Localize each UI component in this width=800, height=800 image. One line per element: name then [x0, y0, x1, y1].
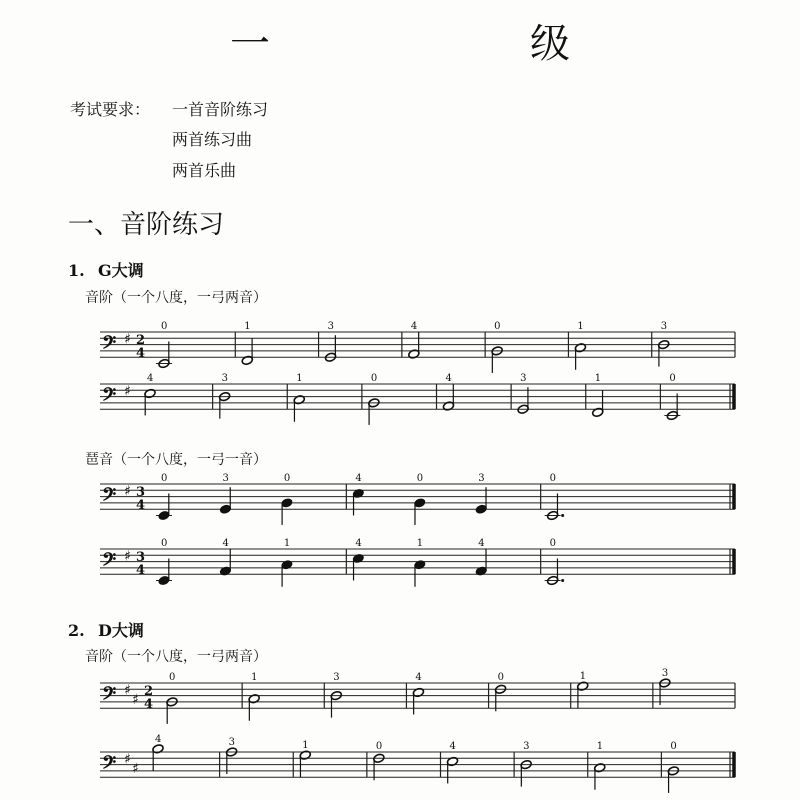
fingering-number: 4: [445, 373, 452, 384]
fingering-number: 0: [169, 672, 176, 683]
sharp-icon: ♯: [124, 483, 131, 500]
fingering-number: 0: [670, 741, 677, 752]
music-staff: [0, 318, 800, 368]
fingering-number: 3: [520, 373, 527, 384]
fingering-number: 1: [296, 373, 303, 384]
fingering-number: 0: [669, 373, 676, 384]
time-signature-top: 2: [144, 684, 154, 699]
key-heading: [68, 618, 144, 641]
bass-clef-icon: 𝄢: [102, 384, 117, 410]
fingering-number: 1: [244, 321, 251, 332]
fingering-number: 0: [161, 321, 168, 332]
fingering-number: 4: [478, 538, 485, 549]
fingering-number: 4: [355, 538, 362, 549]
fingering-number: 3: [221, 373, 228, 384]
time-signature-bottom: 4: [136, 563, 146, 578]
fingering-number: 0: [161, 538, 168, 549]
fingering-number: 3: [523, 741, 530, 752]
key-name: G大调: [98, 261, 144, 280]
music-staff: [0, 372, 800, 422]
exercise-label: 音阶（一个八度，一弓两音）: [85, 649, 267, 665]
fingering-number: 3: [660, 321, 668, 332]
bass-clef-icon: 𝄢: [102, 752, 117, 778]
requirement-item: 一首音阶练习: [172, 100, 269, 119]
time-signature-bottom: 4: [144, 697, 154, 712]
requirements-label: 考试要求：: [70, 100, 151, 119]
page-title: 一 级: [230, 21, 680, 67]
fingering-number: 4: [410, 321, 418, 332]
key-name: D大调: [98, 621, 144, 640]
exercise-label: 音阶（一个八度，一弓两音）: [85, 290, 267, 306]
time-signature-top: 3: [136, 550, 146, 565]
requirement-item: 两首练习曲: [172, 130, 253, 149]
fingering-number: 0: [549, 473, 557, 484]
fingering-number: 4: [415, 672, 422, 683]
fingering-number: 0: [494, 321, 501, 332]
key-heading: [68, 258, 144, 281]
fingering-number: 1: [594, 373, 602, 384]
section-title: 一、音阶练习: [68, 210, 225, 240]
fingering-number: 4: [355, 473, 362, 484]
time-signature-top: 3: [136, 485, 146, 500]
fingering-number: 1: [283, 538, 291, 549]
note-dot: [561, 579, 564, 582]
time-signature-bottom: 4: [136, 498, 146, 513]
note-dot: [561, 514, 564, 517]
sharp-icon: ♯: [132, 760, 139, 777]
music-staff: [0, 665, 800, 720]
fingering-number: 3: [228, 737, 235, 748]
fingering-number: 1: [302, 740, 309, 752]
music-staff: [0, 535, 800, 590]
fingering-number: 3: [478, 473, 485, 484]
sharp-icon: ♯: [124, 682, 131, 699]
fingering-number: 1: [579, 671, 587, 683]
fingering-number: 3: [327, 321, 334, 332]
exercise-label: 琶音（一个八度，一弓一音）: [85, 452, 267, 468]
time-signature-bottom: 4: [136, 346, 146, 361]
sharp-icon: ♯: [124, 548, 131, 565]
sharp-icon: ♯: [124, 751, 131, 768]
fingering-number: 4: [155, 733, 162, 745]
key-number: 1.: [68, 261, 85, 280]
music-staff: [0, 730, 800, 785]
sharp-icon: ♯: [132, 691, 139, 708]
fingering-number: 0: [549, 538, 557, 549]
fingering-number: 0: [370, 373, 378, 384]
fingering-number: 0: [416, 473, 424, 484]
fingering-number: 4: [147, 373, 154, 384]
sharp-icon: ♯: [124, 331, 131, 348]
fingering-number: 4: [222, 538, 229, 549]
music-staff: [0, 470, 800, 525]
fingering-number: 0: [161, 473, 168, 484]
fingering-number: 1: [577, 321, 584, 332]
fingering-number: 4: [449, 741, 456, 752]
fingering-number: 3: [333, 672, 340, 683]
fingering-number: 0: [497, 672, 504, 683]
fingering-number: 1: [416, 538, 424, 549]
bass-clef-icon: 𝄢: [102, 484, 117, 510]
bass-clef-icon: 𝄢: [102, 683, 117, 709]
fingering-number: 3: [222, 473, 229, 484]
time-signature-top: 2: [136, 333, 146, 348]
fingering-number: 3: [661, 668, 669, 679]
bass-clef-icon: 𝄢: [102, 332, 117, 358]
fingering-number: 0: [283, 473, 291, 484]
fingering-number: 1: [596, 741, 604, 752]
bass-clef-icon: 𝄢: [102, 549, 117, 575]
requirement-item: 两首乐曲: [172, 161, 237, 180]
key-number: 2.: [68, 621, 85, 640]
fingering-number: 1: [251, 672, 258, 683]
sharp-icon: ♯: [124, 383, 131, 400]
fingering-number: 0: [375, 741, 383, 752]
